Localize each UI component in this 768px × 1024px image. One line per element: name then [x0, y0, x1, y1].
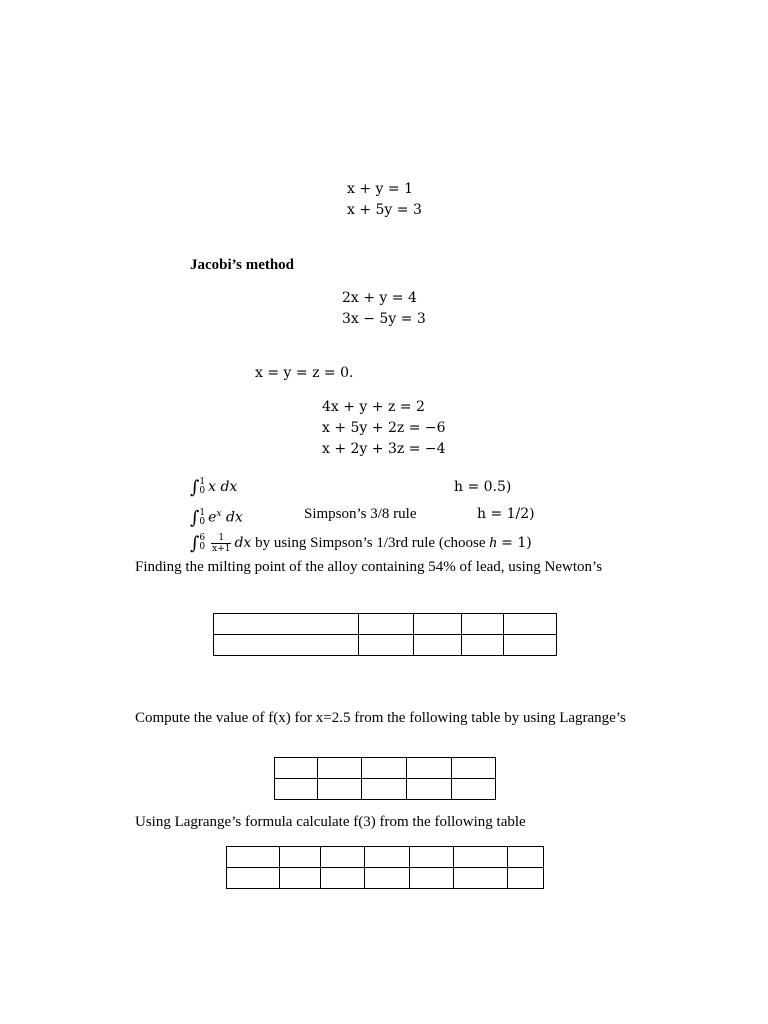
table-cell	[504, 614, 557, 635]
equation: x + y = 1	[347, 181, 413, 197]
table-cell	[452, 758, 496, 779]
table-cell	[362, 779, 407, 800]
question-lagrange-2: Using Lagrange’s formula calculate f(3) from the following table	[135, 814, 526, 830]
table-cell	[414, 635, 462, 656]
integral-sign-icon: ∫	[190, 533, 200, 554]
table-cell	[362, 758, 407, 779]
equation: x + 2y + 3z = −4	[322, 441, 446, 457]
table-cell	[227, 847, 280, 868]
integral-limits: 1 0	[199, 477, 206, 496]
question-lagrange-1: Compute the value of f(x) for x=2.5 from the following table by using Lagrange’s	[135, 710, 626, 726]
table-cell	[508, 847, 544, 868]
table-cell	[275, 779, 318, 800]
integral-limits: 6 0	[199, 533, 206, 553]
table-row	[227, 847, 544, 868]
integrand-exponent: x	[216, 509, 222, 519]
equation: 2x + y = 4	[342, 290, 417, 306]
table-cell	[275, 758, 318, 779]
table-cell	[410, 868, 454, 889]
table-cell	[462, 635, 504, 656]
table-cell	[410, 847, 454, 868]
data-table-2	[274, 757, 496, 800]
table-cell	[407, 758, 452, 779]
equation-system-2	[342, 288, 426, 330]
table-cell	[214, 635, 359, 656]
table-cell	[280, 847, 321, 868]
integral-sign-icon: ∫	[190, 507, 200, 529]
step-variable: h	[489, 535, 497, 551]
table-cell	[359, 635, 414, 656]
equation-system-1	[347, 179, 422, 221]
table-cell	[365, 847, 410, 868]
section-heading-jacobi: Jacobi’s method	[190, 257, 295, 273]
table-cell	[227, 868, 280, 889]
table-cell	[321, 868, 365, 889]
step-size-note: h = 0.5)	[454, 479, 512, 495]
integral-3-text: by using Simpson’s 1/3rd rule (choose	[251, 535, 490, 551]
table-row	[227, 868, 544, 889]
integrand-base: e	[208, 509, 217, 526]
integral-sign-icon: ∫	[190, 477, 200, 498]
question-newton: Finding the milting point of the alloy containing 54% of lead, using Newton’s	[135, 559, 603, 575]
method-rule: Simpson’s 3/8 rule	[304, 506, 417, 522]
table-cell	[318, 758, 362, 779]
table-cell	[359, 614, 414, 635]
integrand: x dx	[208, 479, 238, 495]
table-cell	[462, 614, 504, 635]
table-cell	[280, 868, 321, 889]
table-cell	[407, 779, 452, 800]
integral-2	[190, 502, 243, 529]
data-table-1	[213, 613, 557, 656]
table-cell	[454, 868, 508, 889]
integrand-differential: dx	[234, 535, 252, 551]
table-cell	[214, 614, 359, 635]
equation: x + 5y + 2z = −6	[322, 420, 446, 436]
table-cell	[508, 868, 544, 889]
integral-limits: 1 0	[199, 507, 206, 527]
table-cell	[504, 635, 557, 656]
table-cell	[454, 847, 508, 868]
integral-1	[190, 475, 237, 499]
integral-3	[190, 529, 532, 557]
table-cell	[414, 614, 462, 635]
equation: 3x − 5y = 3	[342, 311, 426, 327]
table-cell	[321, 847, 365, 868]
table-cell	[452, 779, 496, 800]
table-row	[214, 635, 557, 656]
table-row	[275, 758, 496, 779]
integrand-fraction: $\frac{1}{x+1}$	[212, 532, 231, 554]
equation-system-3	[322, 397, 446, 460]
integrand-differential: dx	[221, 509, 243, 526]
data-table-3	[226, 846, 544, 889]
step-value: = 1)	[496, 535, 532, 551]
initial-condition: x = y = z = 0.	[255, 365, 354, 381]
equation: 4x + y + z = 2	[322, 399, 425, 415]
equation: x + 5y = 3	[347, 202, 422, 218]
table-cell	[318, 779, 362, 800]
table-cell	[365, 868, 410, 889]
table-row	[275, 779, 496, 800]
table-row	[214, 614, 557, 635]
step-size-note: h = 1/2)	[477, 506, 535, 522]
